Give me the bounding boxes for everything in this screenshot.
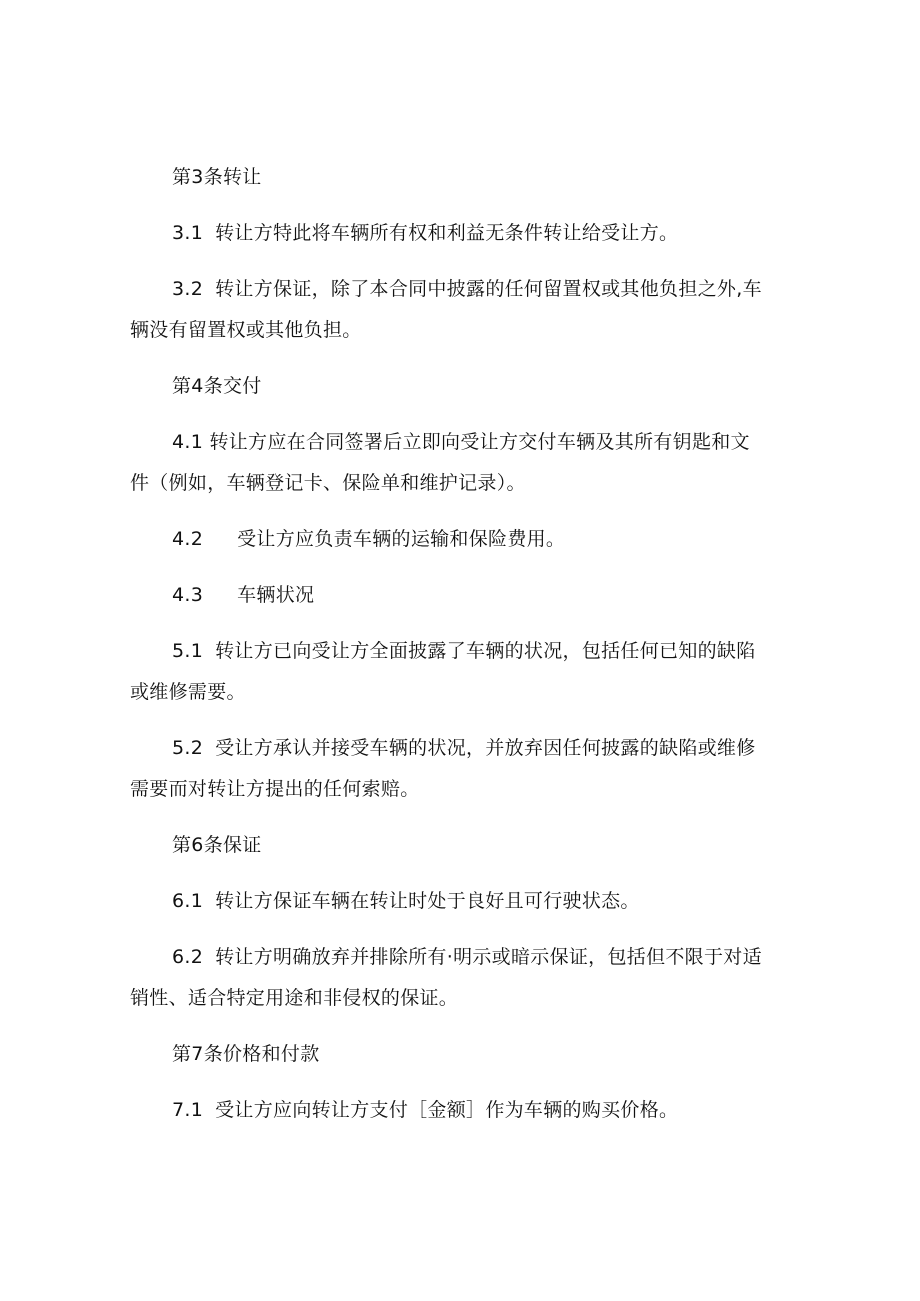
section-heading-4 xyxy=(172,374,262,398)
clause-4-1 xyxy=(172,430,750,454)
clause-3-2 xyxy=(172,277,762,301)
clause-7-1 xyxy=(172,1098,678,1122)
clause-5-2-text-line1: 受让方承认并接受车辆的状况，并放弃因任何披露的缺陷或维修 xyxy=(215,737,756,759)
clause-4-3-number: 4.3 xyxy=(172,584,204,606)
section-heading-4-text: 第4条交付 xyxy=(172,375,262,397)
clause-4-1-continuation xyxy=(130,471,526,495)
clause-3-2-number: 3.2 xyxy=(172,278,204,300)
clause-5-2-number: 5.2 xyxy=(172,737,204,759)
clause-4-2-number: 4.2 xyxy=(172,528,204,550)
section-heading-6-text: 第6条保证 xyxy=(172,834,262,856)
clause-3-1-number: 3.1 xyxy=(172,222,204,244)
clause-5-1-text-line1: 转让方已向受让方全面披露了车辆的状况，包括任何已知的缺陷 xyxy=(215,640,756,662)
clause-4-1-text-line2: 件（例如，车辆登记卡、保险单和维护记录）。 xyxy=(130,472,526,494)
clause-5-1 xyxy=(172,639,756,663)
clause-3-1 xyxy=(172,221,678,245)
section-heading-6 xyxy=(172,833,262,857)
section-heading-7 xyxy=(172,1042,320,1066)
clause-3-2-continuation xyxy=(130,318,362,342)
clause-5-1-number: 5.1 xyxy=(172,640,204,662)
clause-6-2-number: 6.2 xyxy=(172,946,204,968)
clause-3-2-text-line1: 转让方保证，除了本合同中披露的任何留置权或其他负担之外,车 xyxy=(215,278,762,300)
clause-5-2-continuation xyxy=(130,777,420,801)
clause-6-2-text-line1: 转让方明确放弃并排除所有·明示或暗示保证，包括但不限于对适 xyxy=(215,946,762,968)
clause-4-3 xyxy=(172,583,314,607)
section-heading-7-text: 第7条价格和付款 xyxy=(172,1043,320,1065)
section-heading-3-text: 第3条转让 xyxy=(172,166,262,188)
clause-6-2-continuation xyxy=(130,986,458,1010)
clause-6-2 xyxy=(172,945,762,969)
clause-4-1-text-line1: 4.1 转让方应在合同签署后立即向受让方交付车辆及其所有钥匙和文 xyxy=(172,431,750,453)
section-heading-3 xyxy=(172,165,262,189)
clause-5-1-text-line2: 或维修需要。 xyxy=(130,681,246,703)
clause-5-1-continuation xyxy=(130,680,246,704)
clause-3-1-text: 转让方特此将车辆所有权和利益无条件转让给受让方。 xyxy=(215,222,679,244)
clause-5-2 xyxy=(172,736,756,760)
clause-3-2-text-line2: 辆没有留置权或其他负担。 xyxy=(130,319,362,341)
clause-4-2 xyxy=(172,527,565,551)
clause-6-2-text-line2: 销性、适合特定用途和非侵权的保证。 xyxy=(130,987,459,1009)
clause-4-3-text: 车辆状况 xyxy=(237,584,315,606)
clause-7-1-text: 受让方应向转让方支付［金额］作为车辆的购买价格。 xyxy=(215,1099,679,1121)
clause-7-1-number: 7.1 xyxy=(172,1099,204,1121)
clause-5-2-text-line2: 需要而对转让方提出的任何索赔。 xyxy=(130,778,420,800)
clause-6-1 xyxy=(172,889,640,913)
clause-4-2-text: 受让方应负责车辆的运输和保险费用。 xyxy=(237,528,566,550)
clause-6-1-number: 6.1 xyxy=(172,890,204,912)
clause-6-1-text: 转让方保证车辆在转让时处于良好且可行驶状态。 xyxy=(215,890,640,912)
